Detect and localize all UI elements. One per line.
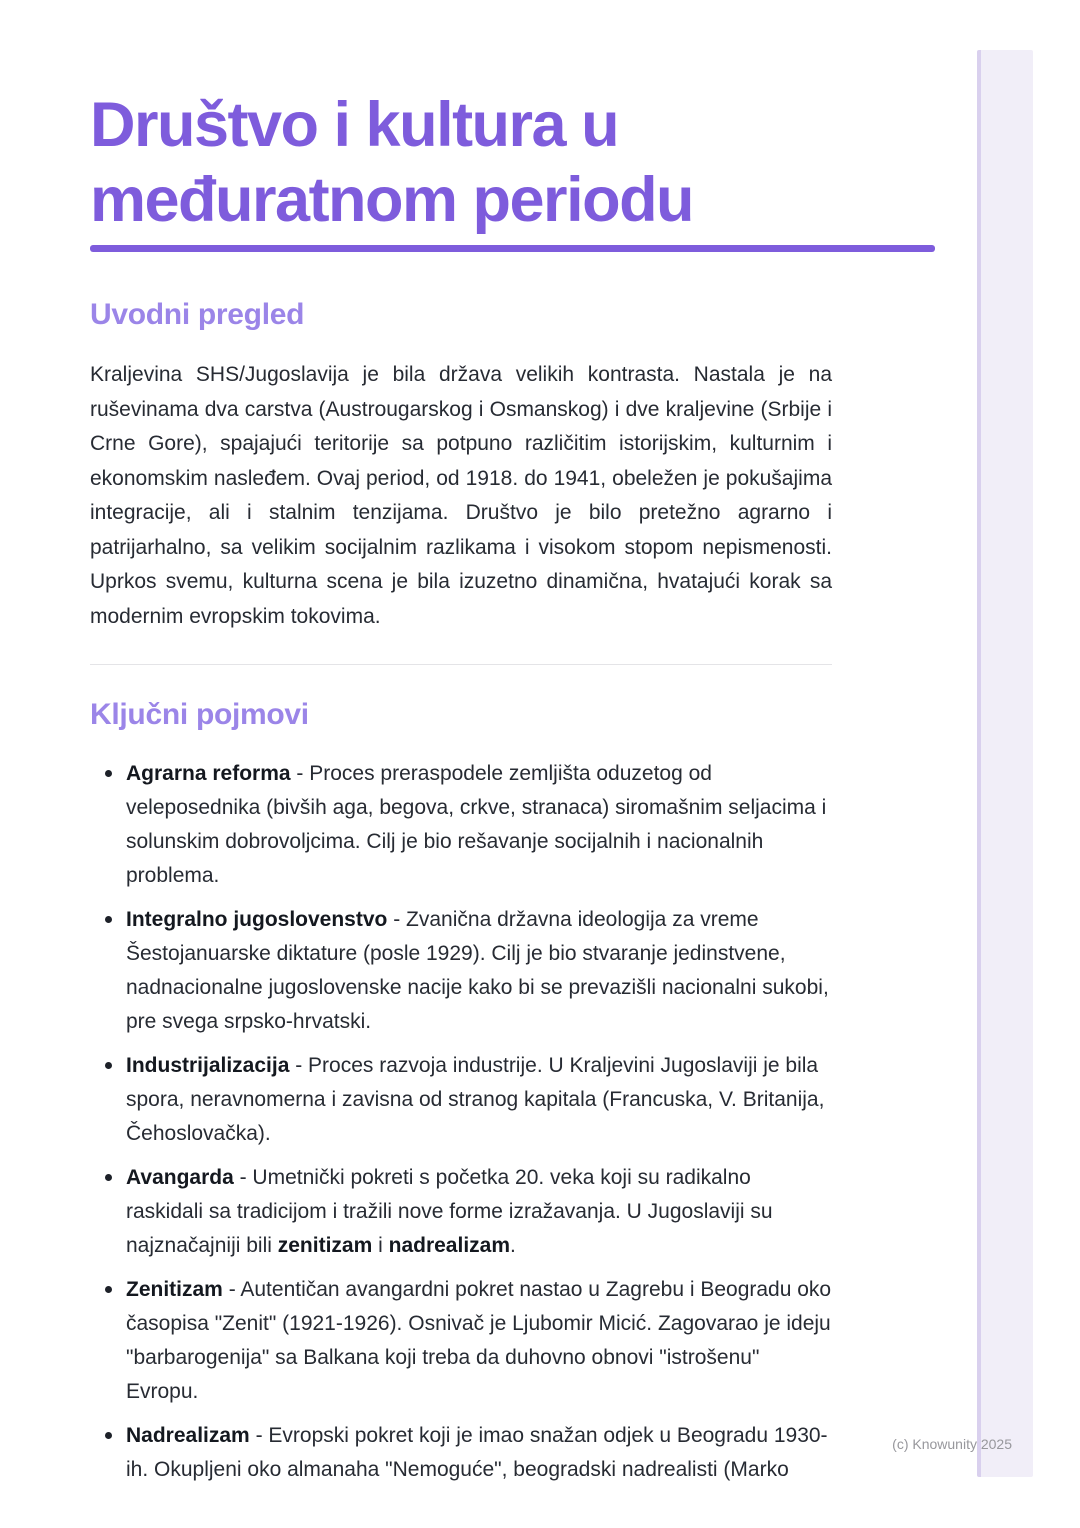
term-label: Integralno jugoslovenstvo bbox=[126, 908, 388, 931]
list-item bbox=[90, 1419, 832, 1487]
list-item bbox=[90, 1049, 832, 1151]
footer-copyright: (c) Knowunity 2025 bbox=[892, 1436, 1012, 1452]
section-heading-intro: Uvodni pregled bbox=[90, 298, 305, 331]
term-label: Avangarda bbox=[126, 1166, 234, 1189]
term-label: Nadrealizam bbox=[126, 1424, 250, 1447]
title-underline bbox=[90, 245, 935, 252]
key-terms-list bbox=[90, 757, 832, 1487]
section-heading-key-terms: Ključni pojmovi bbox=[90, 698, 309, 731]
term-description: - Umetnički pokreti s početka 20. veka koji su radikalno raskidali sa tradicijom i tražili nove forme izražavanja. U Jugoslaviji su najznačajniji bili bbox=[126, 1166, 773, 1257]
term-description: i bbox=[372, 1234, 389, 1257]
page-margin-strip bbox=[977, 50, 1033, 1477]
term-description: - Proces preraspodele zemljišta oduzetog od veleposednika (bivših aga, begova, crkve, stranaca) siromašnim seljacima i solunskim dobrovoljcima. Cilj je bio rešavanje socijalnih i nacionalnih problema. bbox=[126, 762, 827, 887]
list-item bbox=[90, 1161, 832, 1263]
page-title: Društvo i kultura u međuratnom periodu bbox=[90, 90, 694, 235]
intro-paragraph: Kraljevina SHS/Jugoslavija je bila država velikih kontrasta. Nastala je na ruševinama dva carstva (Austrougarskog i Osmanskog) i dve kraljevine (Srbije i Crne Gore), spajajući teritorije sa potpuno različitim istorijskim, kulturnim i ekonomskim nasleđem. Ovaj period, od 1918. do 1941, obeležen je pokušajima integracije, ali i stalnim tenzijama. Društvo je bilo pretežno agrarno i patrijarhalno, sa velikim socijalnim razlikama i visokom stopom nepismenosti. Uprkos svemu, kulturna scena je bila izuzetno dinamična, hvatajući korak sa modernim evropskim tokovima. bbox=[90, 363, 832, 628]
term-description: - Zvanična državna ideologija za vreme Šestojanuarske diktature (posle 1929). Cilj je bio stvaranje jedinstvene, nadnacionalne jugoslovenske nacije kako bi se prevazišli nacionalni sukobi, pre svega srpsko-hrvatski. bbox=[126, 908, 829, 1033]
term-description: - Proces razvoja industrije. U Kraljevini Jugoslaviji je bila spora, neravnomerna i zavisna od stranog kapitala (Francuska, V. Britanija, Čehoslovačka). bbox=[126, 1054, 825, 1145]
term-description: . bbox=[510, 1234, 516, 1257]
list-item bbox=[90, 757, 832, 893]
term-label: Industrijalizacija bbox=[126, 1054, 290, 1077]
term-label: nadrealizam bbox=[388, 1234, 511, 1257]
list-item bbox=[90, 903, 832, 1039]
content-column bbox=[90, 0, 832, 1497]
term-description: - Evropski pokret koji je imao snažan odjek u Beogradu 1930-ih. Okupljeni oko almanaha "Nemoguće", beogradski nadrealisti (Marko bbox=[126, 1424, 828, 1481]
section-divider bbox=[90, 664, 832, 665]
term-label: Zenitizam bbox=[126, 1278, 223, 1301]
term-label: Agrarna reforma bbox=[126, 762, 291, 785]
term-label: zenitizam bbox=[277, 1234, 373, 1257]
term-description: - Autentičan avangardni pokret nastao u Zagrebu i Beogradu oko časopisa "Zenit" (1921-1926). Osnivač je Ljubomir Micić. Zagovarao je ideju "barbarogenija" sa Balkana koji treba da duhovno obnovi "istrošenu" Evropu. bbox=[126, 1278, 832, 1403]
list-item bbox=[90, 1273, 832, 1409]
